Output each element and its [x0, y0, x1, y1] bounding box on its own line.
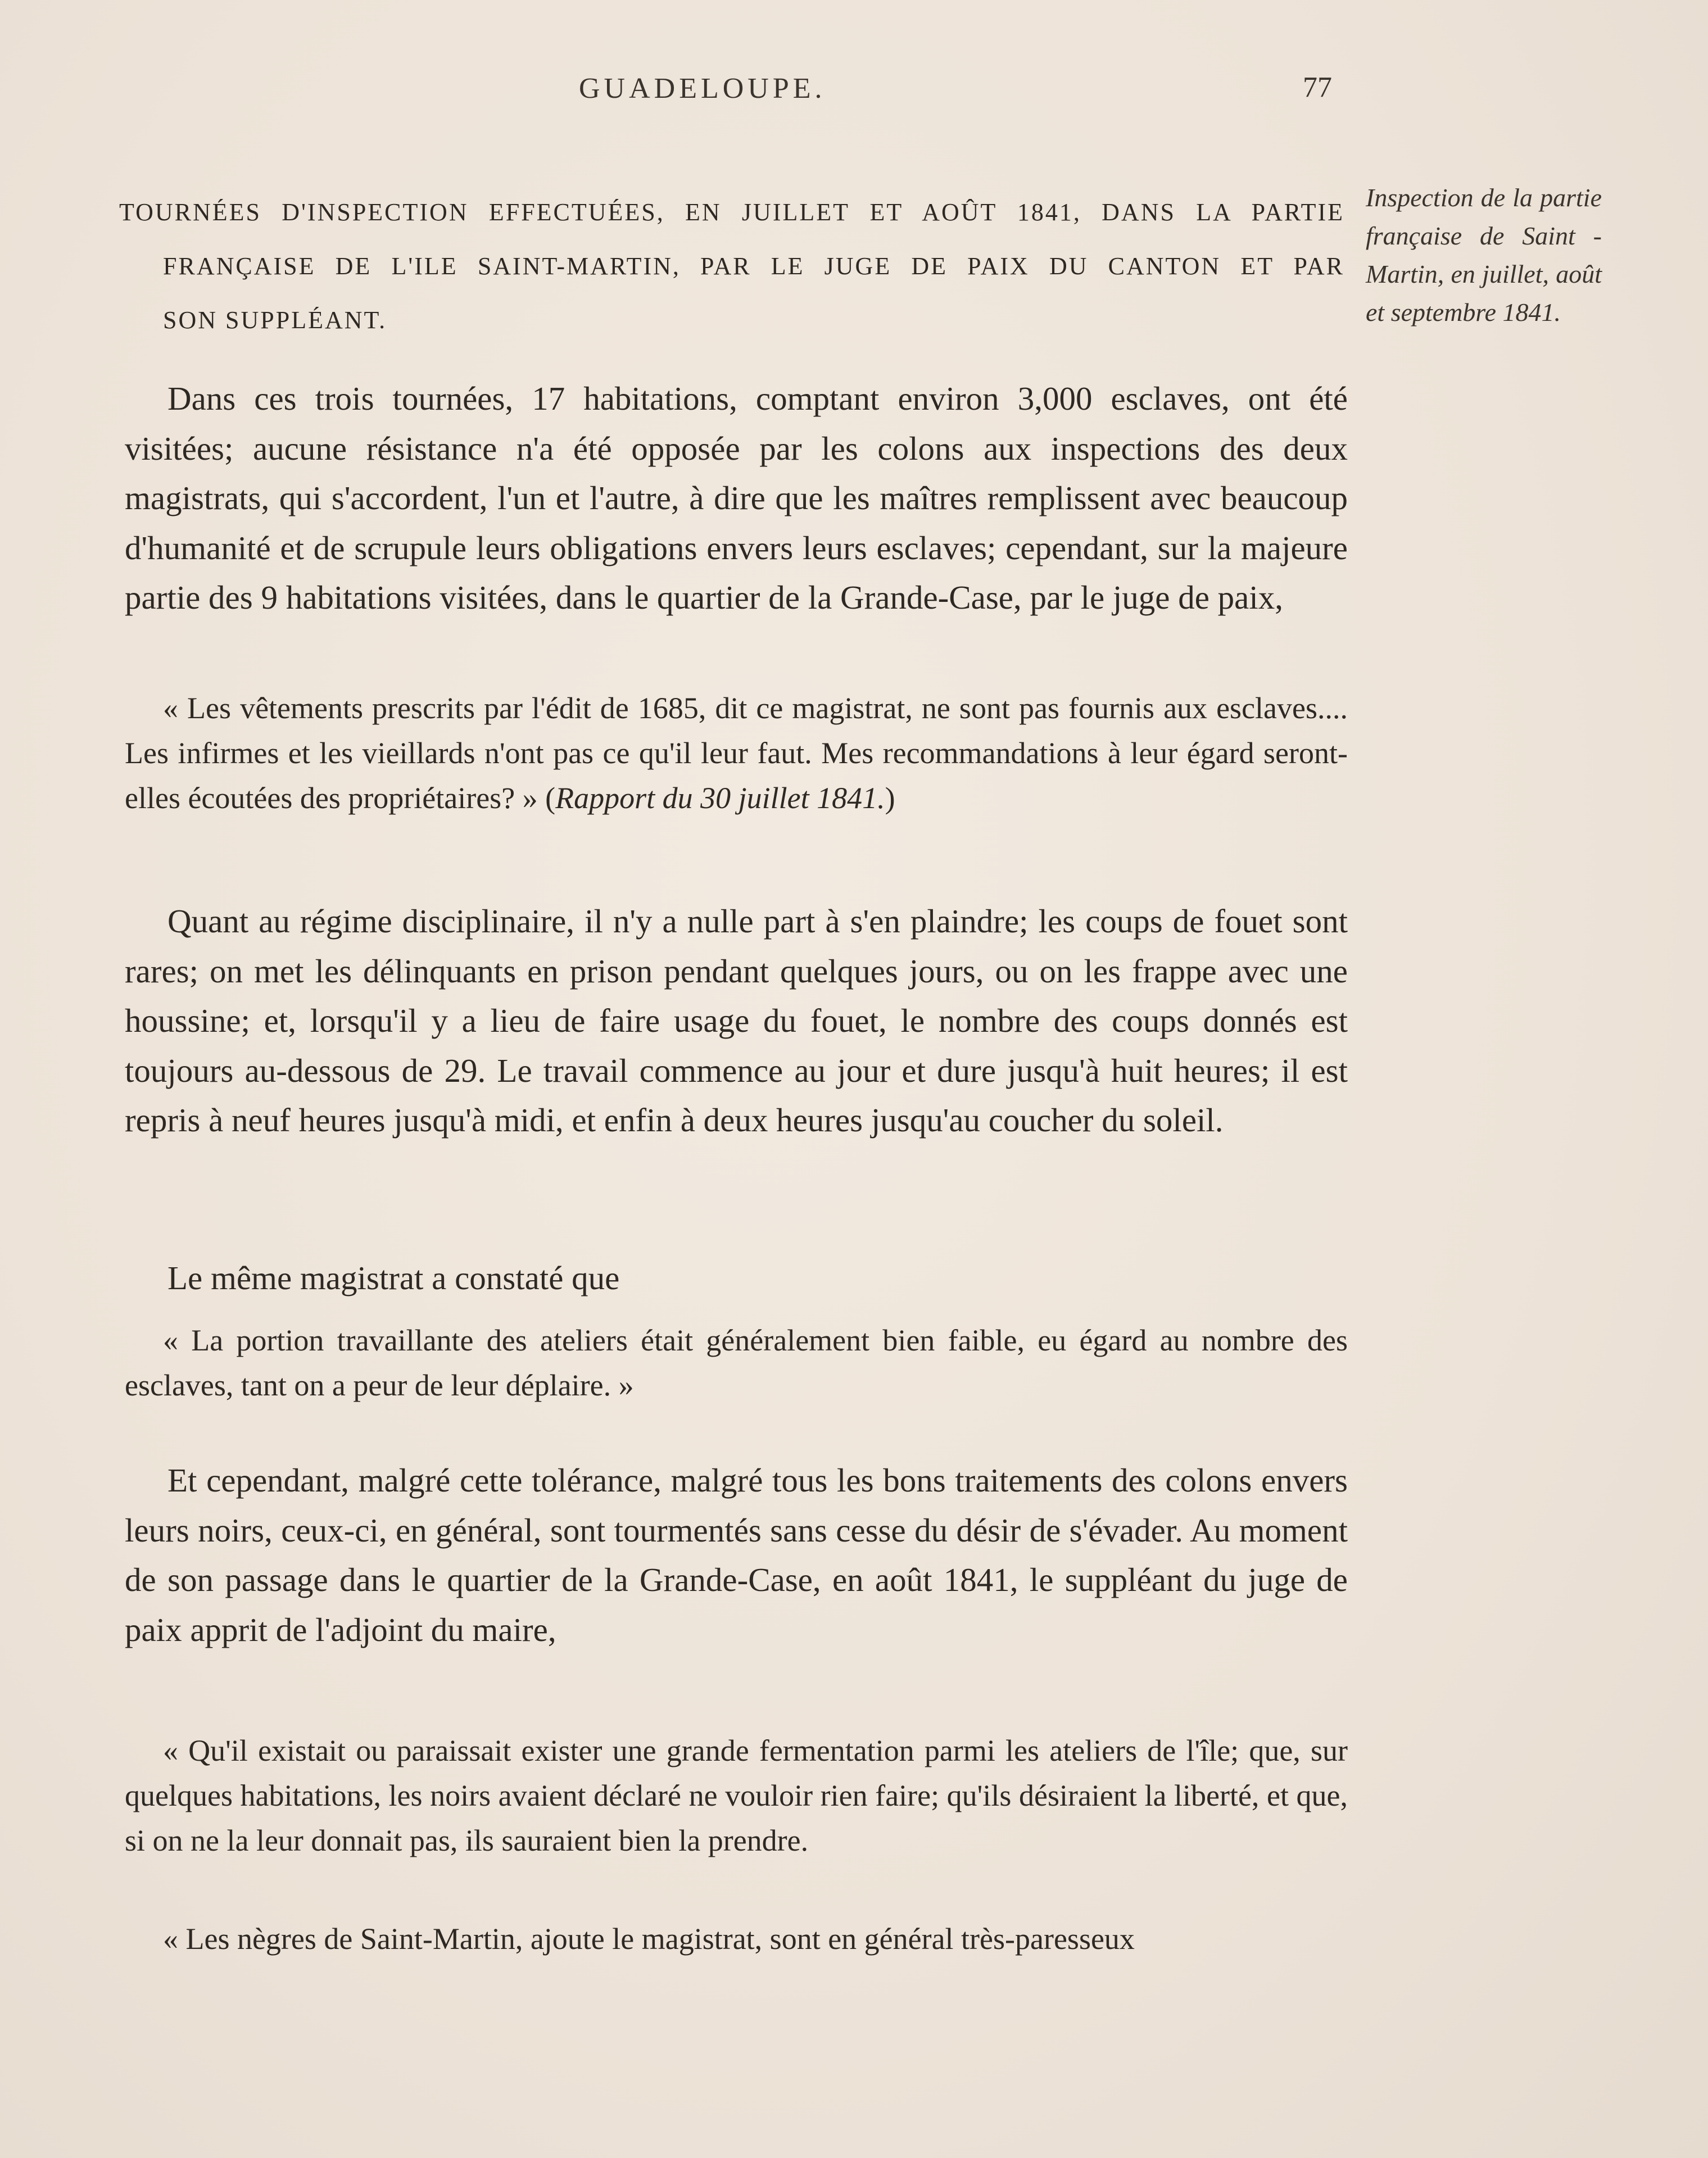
page-number: 77 [1303, 71, 1332, 103]
quotation-1-text: « Les vêtements prescrits par l'édit de 1685, dit ce magistrat, ne sont pas fournis aux esclaves.... Les infirmes et les vieillards n'ont pas ce qu'il leur faut. Mes recommandations à leur égard seront-elles écoutées des propriétaires? » ( [125, 691, 1348, 815]
margin-note: Inspection de la partie française de Saint - Martin, en juillet, août et septembre 1841. [1366, 183, 1602, 327]
running-head: GUADELOUPE. [579, 72, 826, 105]
quotation-3: « Qu'il existait ou paraissait exister une grande fermentation parmi les ateliers de l'île; que, sur quelques habitations, les noirs avaient déclaré ne vouloir rien faire; qu'ils désiraient la liberté, et que, si on ne la leur donnait pas, ils sauraient bien la prendre. [125, 1734, 1348, 1857]
quotation-1-reference: Rapport du 30 juillet 1841. [555, 781, 885, 815]
paragraph-1: Dans ces trois tournées, 17 habitations, comptant environ 3,000 esclaves, ont été visitées; aucune résistance n'a été opposée par les colons aux inspections des deux magistrats, qui s'accordent, l'un et l'autre, à dire que les maîtres remplissent avec beaucoup d'humanité et de scrupule leurs obligations envers leurs esclaves; cependant, sur la majeure partie des 9 habitations visitées, dans le quartier de la Grande-Case, par le juge de paix, [125, 380, 1348, 616]
section-heading-line-3: SON SUPPLÉANT. [163, 306, 387, 334]
paragraph-2: Quant au régime disciplinaire, il n'y a nulle part à s'en plaindre; les coups de fouet sont rares; on met les délinquants en prison pendant quelques jours, ou on les frappe avec une houssine; et, lorsqu'il y a lieu de faire usage du fouet, le nombre des coups donnés est toujours au-dessous de 29. Le travail commence au jour et dure jusqu'à huit heures; il est repris à neuf heures jusqu'à midi, et enfin à deux heures jusqu'au coucher du soleil. [125, 903, 1348, 1139]
quotation-1 [125, 686, 1348, 820]
paragraph-4: Et cependant, malgré cette tolérance, malgré tous les bons traitements des colons envers leurs noirs, ceux-ci, en général, sont tourmentés sans cesse du désir de s'évader. Au moment de son passage dans le quartier de la Grande-Case, en août 1841, le suppléant du juge de paix apprit de l'adjoint du maire, [125, 1462, 1348, 1648]
section-heading [119, 185, 1344, 347]
quotation-1-close: ) [885, 781, 895, 815]
paragraph-3: Le même magistrat a constaté que [167, 1259, 620, 1296]
quotation-4: « Les nègres de Saint-Martin, ajoute le magistrat, sont en général très-paresseux [163, 1922, 1135, 1956]
quotation-2: « La portion travaillante des ateliers était généralement bien faible, eu égard au nombre des esclaves, tant on a peur de leur déplaire. » [125, 1323, 1348, 1402]
section-heading-line-2: FRANÇAISE DE L'ILE SAINT-MARTIN, PAR LE JUGE DE PAIX DU CANTON ET PAR [163, 252, 1344, 280]
section-heading-line-1: TOURNÉES D'INSPECTION EFFECTUÉES, EN JUILLET ET AOÛT 1841, DANS LA PARTIE [119, 198, 1344, 226]
